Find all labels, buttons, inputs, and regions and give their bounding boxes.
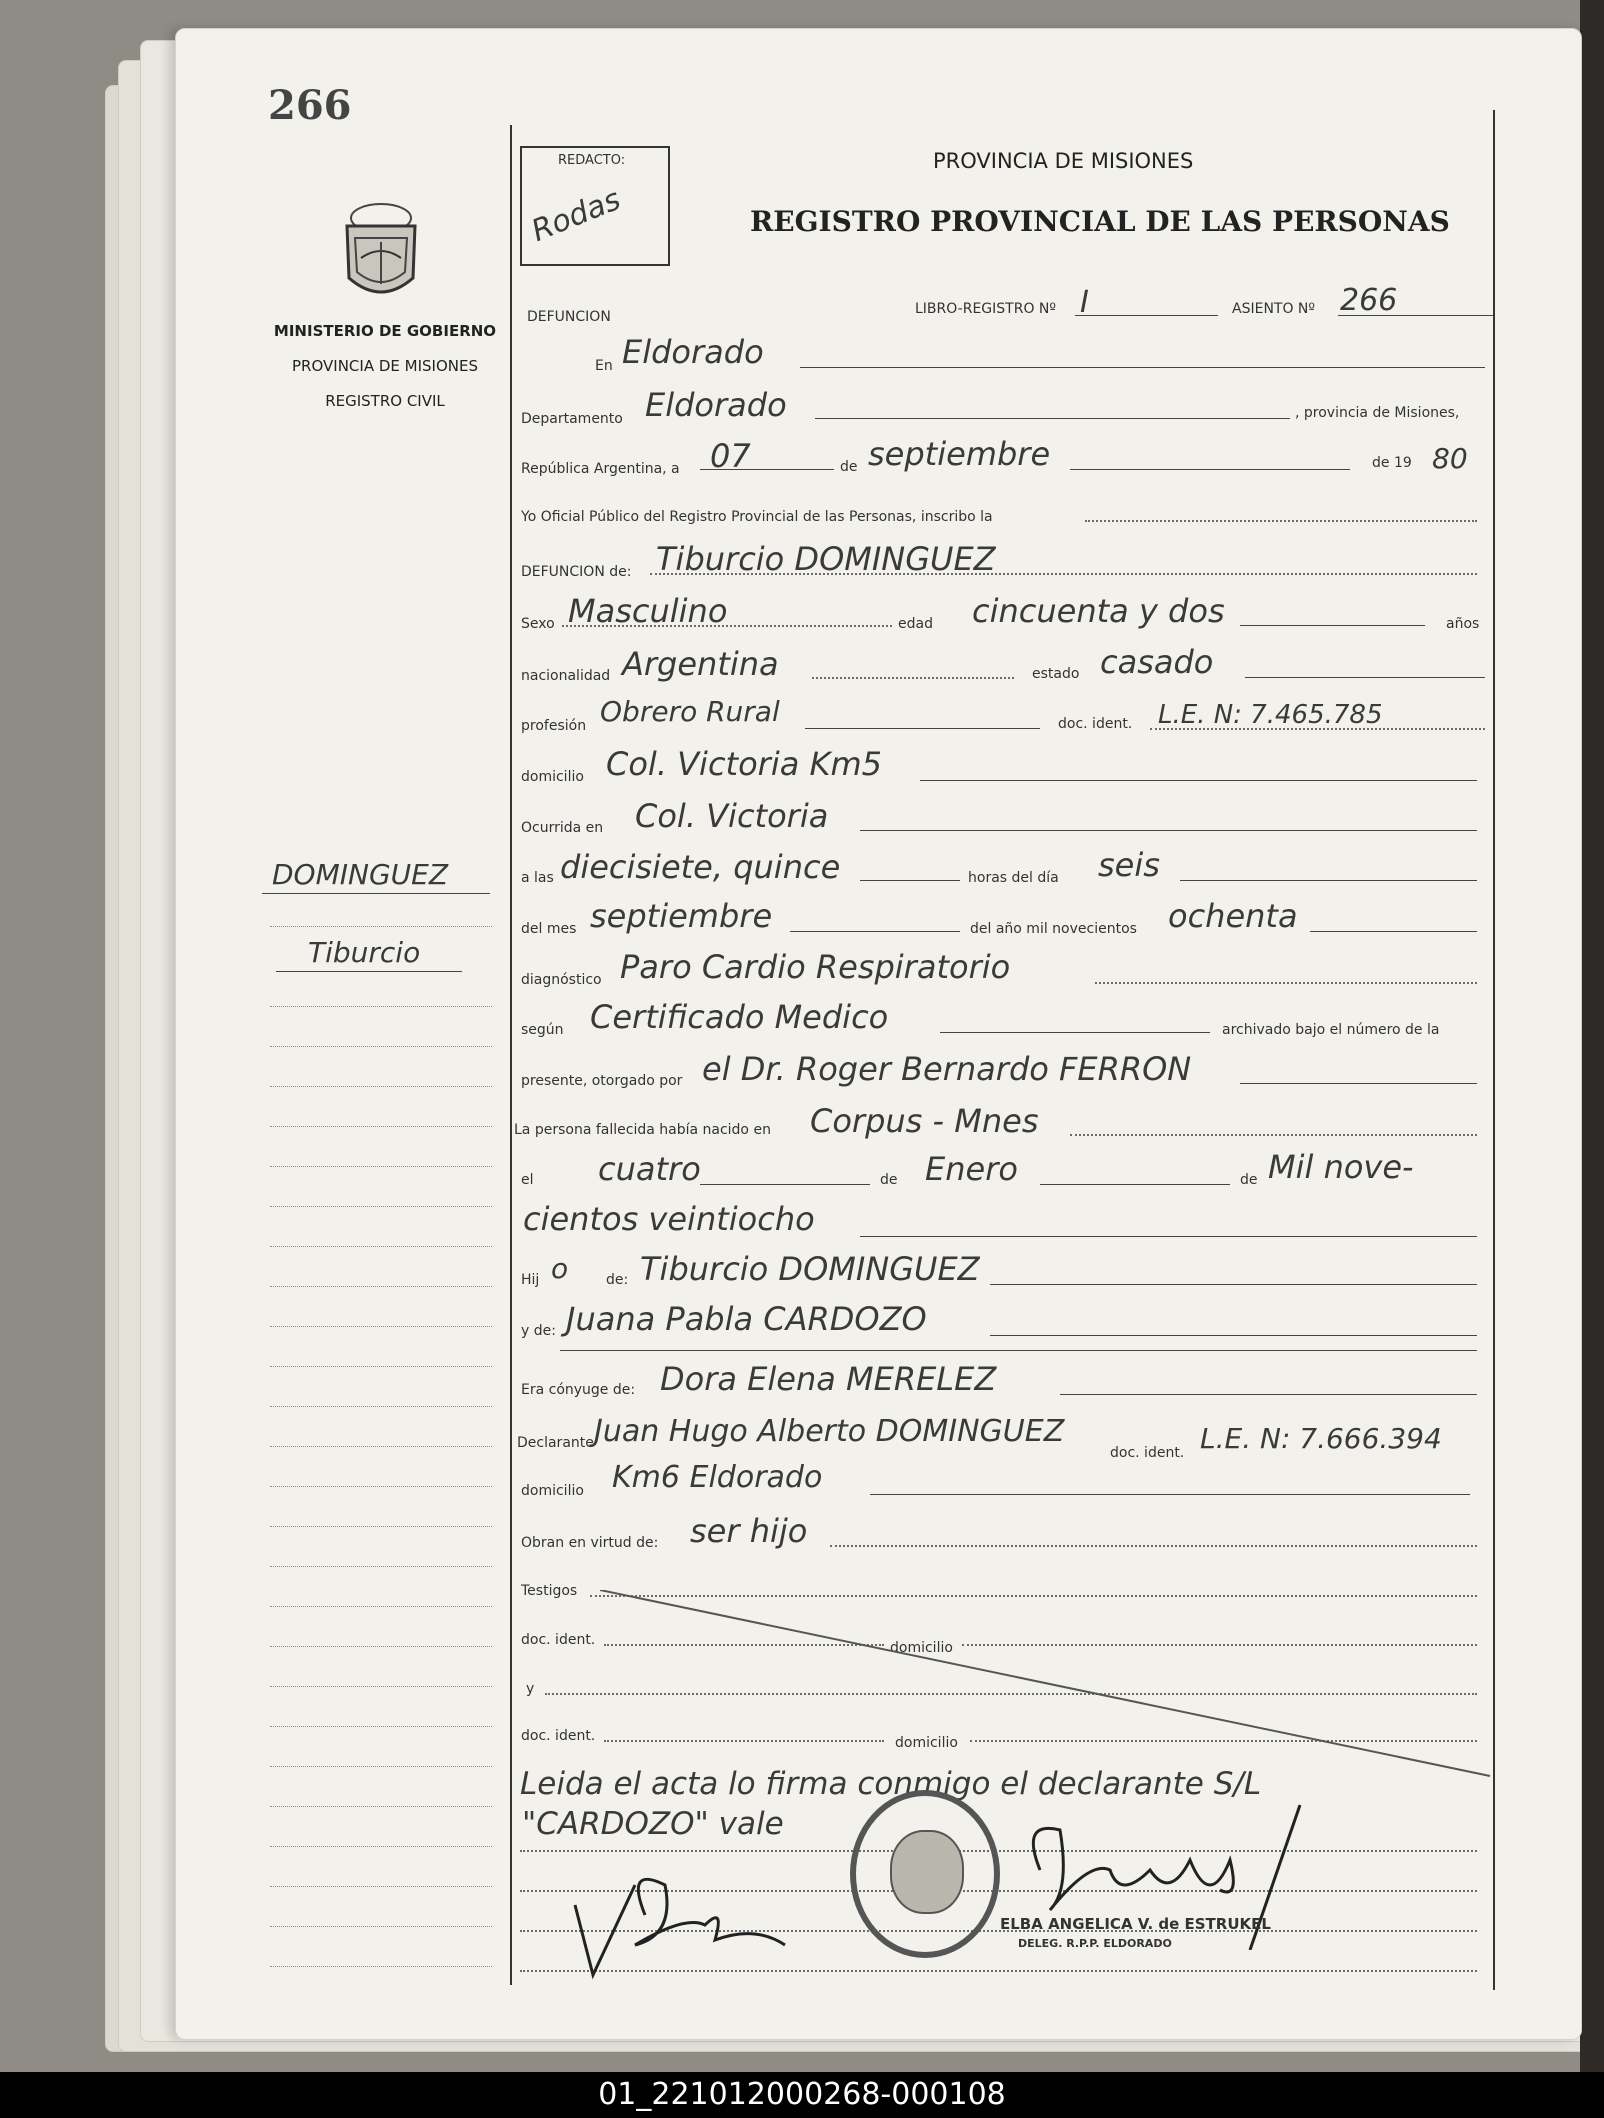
- background-strip: [1580, 0, 1604, 2118]
- redacto-label: REDACTO:: [558, 153, 626, 168]
- closing-line-1: Leida el acta lo firma conmigo el declarante S/L: [520, 1766, 1262, 1802]
- ocurrida-value: Col. Victoria: [635, 797, 829, 835]
- profesion-value: Obrero Rural: [600, 695, 780, 728]
- edad-value: cincuenta y dos: [972, 592, 1225, 630]
- docident-value: L.E. N: 7.465.785: [1158, 700, 1383, 730]
- asiento-value: 266: [1340, 283, 1398, 318]
- en-value: Eldorado: [622, 333, 764, 371]
- testigo2-doc-label: doc. ident.: [521, 1728, 596, 1744]
- presente-label: presente, otorgado por: [521, 1073, 683, 1089]
- yde-label: y de:: [521, 1323, 556, 1339]
- diagnostico-value: Paro Cardio Respiratorio: [620, 948, 1011, 986]
- conyuge-label: Era cónyuge de:: [521, 1382, 636, 1398]
- departamento-label: Departamento: [521, 411, 623, 427]
- decl-dom-label: domicilio: [521, 1483, 584, 1499]
- decl-doc-label: doc. ident.: [1110, 1445, 1185, 1461]
- cont-value: cientos veintiocho: [523, 1200, 815, 1238]
- libro-value: I: [1080, 285, 1089, 320]
- estado-label: estado: [1032, 666, 1080, 682]
- libro-label: LIBRO-REGISTRO Nº: [915, 301, 1056, 317]
- de2-value: Enero: [925, 1150, 1018, 1188]
- nacionalidad-label: nacionalidad: [521, 668, 611, 684]
- nacionalidad-value: Argentina: [622, 645, 779, 683]
- margin-given-name: Tiburcio: [308, 936, 421, 969]
- de-label: de: [840, 459, 858, 475]
- nacido-value: Corpus - Mnes: [810, 1102, 1039, 1140]
- ministry-label: MINISTERIO DE GOBIERNO: [273, 322, 497, 340]
- anos-label: años: [1446, 616, 1480, 632]
- el-value: cuatro: [598, 1150, 701, 1188]
- defuncion-value: Tiburcio DOMINGUEZ: [656, 540, 996, 578]
- testigo1-dom-label: domicilio: [890, 1640, 953, 1656]
- header-registry: REGISTRO PROVINCIAL DE LAS PERSONAS: [750, 205, 1450, 238]
- hijo-label: Hij: [521, 1272, 540, 1288]
- hijo-value: o: [551, 1252, 569, 1285]
- oficial-text: Yo Oficial Público del Registro Provincial de las Personas, inscribo la: [521, 509, 993, 525]
- ocurrida-label: Ocurrida en: [521, 820, 604, 836]
- el-label: el: [521, 1172, 534, 1188]
- provincia-suffix: , provincia de Misiones,: [1295, 405, 1460, 421]
- horas-value: seis: [1098, 846, 1160, 884]
- officer-stamp-name: ELBA ANGELICA V. de ESTRUKEL: [1000, 1915, 1271, 1933]
- margin-surname: DOMINGUEZ: [272, 858, 449, 891]
- delmes-value: septiembre: [590, 897, 773, 935]
- testigo2-dom-label: domicilio: [895, 1735, 958, 1751]
- alas-value: diecisiete, quince: [560, 848, 841, 886]
- presente-value: el Dr. Roger Bernardo FERRON: [702, 1050, 1192, 1088]
- seal-emblem: [890, 1830, 964, 1914]
- en-label: En: [595, 358, 613, 374]
- sexo-label: Sexo: [521, 616, 555, 632]
- form-left-border: [510, 125, 512, 1985]
- page-number: 266: [268, 82, 352, 129]
- obran-label: Obran en virtud de:: [521, 1535, 659, 1551]
- testigos-label: Testigos: [521, 1583, 578, 1599]
- year-prefix: de 19: [1372, 455, 1412, 471]
- horas-label: horas del día: [968, 870, 1059, 886]
- officer-stamp-title: DELEG. R.P.P. ELDORADO: [1018, 1937, 1172, 1950]
- section-defuncion: DEFUNCION: [527, 309, 611, 325]
- republica-label: República Argentina, a: [521, 461, 680, 477]
- delmes-label: del mes: [521, 921, 577, 937]
- testigo1-doc-label: doc. ident.: [521, 1632, 596, 1648]
- delano-label: del año mil novecientos: [970, 921, 1137, 937]
- delano-value: ochenta: [1168, 897, 1298, 935]
- registry-label: REGISTRO CIVIL: [325, 392, 445, 410]
- hijo-de-label: de:: [606, 1272, 629, 1288]
- de3-label: de: [1240, 1172, 1258, 1188]
- declarant-signature: [565, 1845, 795, 1985]
- closing-line-2: "CARDOZO" vale: [522, 1806, 784, 1842]
- nacido-label: La persona fallecida había nacido en: [514, 1122, 771, 1138]
- alas-label: a las: [521, 870, 554, 886]
- defuncion-label: DEFUNCION de:: [521, 564, 632, 580]
- estado-value: casado: [1100, 643, 1214, 681]
- de3-value: Mil nove-: [1268, 1148, 1414, 1186]
- docident-label: doc. ident.: [1058, 716, 1133, 732]
- archivado-label: archivado bajo el número de la: [1222, 1022, 1440, 1038]
- segun-label: según: [521, 1022, 564, 1038]
- segun-value: Certificado Medico: [590, 998, 889, 1036]
- image-id-caption: 01_221012000268-000108: [0, 2072, 1604, 2118]
- decl-dom-value: Km6 Eldorado: [612, 1460, 823, 1495]
- departamento-value: Eldorado: [645, 386, 787, 424]
- conyuge-value: Dora Elena MERELEZ: [660, 1360, 997, 1398]
- testigo-y-label: y: [526, 1681, 535, 1697]
- obran-value: ser hijo: [690, 1512, 808, 1550]
- de2-label: de: [880, 1172, 898, 1188]
- hijo-de-value: Tiburcio DOMINGUEZ: [640, 1250, 980, 1288]
- asiento-label: ASIENTO Nº: [1232, 301, 1316, 317]
- province-label: PROVINCIA DE MISIONES: [292, 357, 478, 375]
- sexo-value: Masculino: [568, 592, 728, 630]
- month-value: septiembre: [868, 435, 1051, 473]
- domicilio-value: Col. Victoria Km5: [606, 745, 882, 783]
- redacto-value: Rodas: [526, 181, 626, 250]
- coat-of-arms-emblem: [335, 198, 427, 308]
- year-value: 80: [1432, 442, 1468, 475]
- header-province: PROVINCIA DE MISIONES: [933, 149, 1194, 173]
- domicilio-label: domicilio: [521, 769, 584, 785]
- profesion-label: profesión: [521, 718, 587, 734]
- decl-doc-value: L.E. N: 7.666.394: [1200, 1422, 1442, 1455]
- yde-value: Juana Pabla CARDOZO: [566, 1300, 927, 1338]
- declarante-value: Juan Hugo Alberto DOMINGUEZ: [594, 1414, 1065, 1449]
- day-value: 07: [710, 437, 751, 475]
- declarante-label: Declarante: [517, 1435, 594, 1451]
- cancel-diagonal-line: [600, 1590, 1500, 1790]
- edad-label: edad: [898, 616, 933, 632]
- diagnostico-label: diagnóstico: [521, 972, 602, 988]
